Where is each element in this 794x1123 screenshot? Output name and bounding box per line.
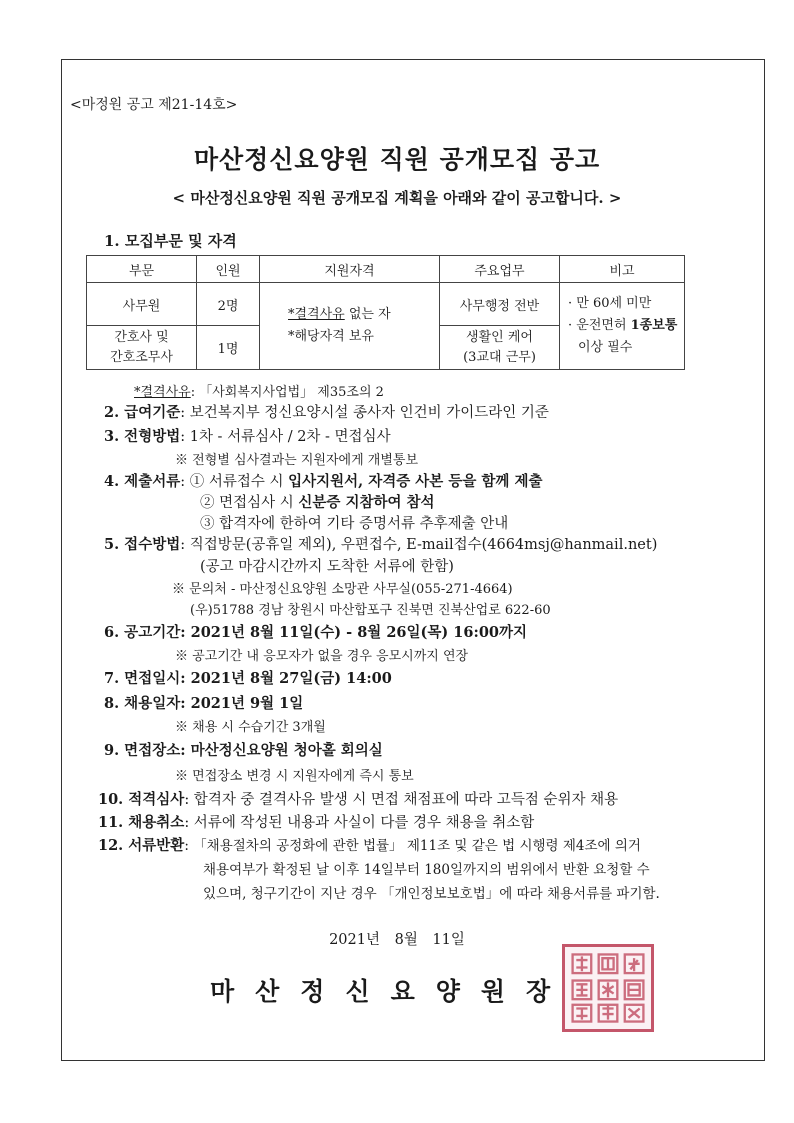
item-label: 5. 접수방법 [104, 536, 181, 553]
cell-duty [440, 326, 560, 370]
cell-dept: 사무원 [87, 283, 197, 326]
cell-qualification [260, 283, 440, 370]
note-age: · 만 60세 미만 [568, 296, 652, 311]
item-hire-date [104, 692, 303, 713]
cell-dept [87, 326, 197, 370]
item-text: : 1차 - 서류심사 / 2차 - 면접심사 [180, 429, 391, 445]
cell-count: 2명 [197, 283, 260, 326]
item-label: 6. 공고기간 [104, 624, 181, 641]
item-label: 11. 채용취소 [98, 814, 185, 831]
documents-line3: ③ 합격자에 한하여 기타 증명서류 추후제출 안내 [200, 516, 509, 532]
recruitment-table [86, 255, 685, 370]
return-line2: 채용여부가 확정된 날 이후 14일부터 180일까지의 범위에서 반환 요청할 수 [203, 862, 650, 878]
item-label: 9. 면접장소 [104, 742, 181, 759]
item-text: : 마산정신요양원 청아홀 회의실 [180, 742, 383, 759]
method-note: ※ 전형별 심사결과는 지원자에게 개별통보 [175, 453, 419, 468]
item-salary [104, 401, 549, 422]
dept-line1: 간호사 및 [114, 329, 169, 345]
documents-line1a: : ① 서류접수 시 [180, 474, 289, 490]
qualification-license: *해당자격 보유 [288, 329, 374, 344]
item-return [98, 834, 641, 855]
receipt-contact: ※ 문의처 - 마산정신요양원 소망관 사무실(055-271-4664) [172, 582, 513, 597]
organization-name: 마산정신요양원장 [210, 977, 572, 1006]
documents-line2a: ② 면접심사 시 [200, 495, 299, 511]
documents-line2b: 신분증 지참하여 참석 [298, 494, 435, 511]
item-period [104, 621, 527, 642]
note-required: 이상 필수 [578, 340, 633, 355]
page-subtitle: < 마산정신요양원 직원 공개모집 계획을 아래와 같이 공고합니다. > [172, 189, 622, 207]
section-recruitment-title: 1. 모집부문 및 자격 [104, 232, 237, 250]
header-note: 비고 [560, 256, 685, 283]
notice-number: <마정원 공고 제21-14호> [70, 97, 238, 113]
item-documents [104, 470, 542, 491]
table-row [87, 283, 685, 326]
item-label: 4. 제출서류 [104, 473, 181, 490]
item-text: : 직접방문(공휴일 제외), 우편접수, E-mail접수(4664msj@hanmail.net) [180, 537, 658, 553]
item-label: 7. 면접일시 [104, 670, 181, 687]
header-count: 인원 [197, 256, 260, 283]
item-label: 10. 적격심사 [98, 791, 185, 808]
item-text: : 서류에 작성된 내용과 사실이 다를 경우 채용을 취소함 [184, 815, 535, 831]
documents-line2 [200, 491, 435, 512]
dept-line2: 간호조무사 [110, 349, 173, 365]
receipt-address: (우)51788 경남 창원시 마산합포구 진북면 진북산업로 622-60 [190, 603, 551, 618]
item-label: 12. 서류반환 [98, 837, 185, 854]
header-qualification: 지원자격 [260, 256, 440, 283]
item-text: : 2021년 8월 27일(금) 14:00 [180, 670, 392, 687]
item-interview-place [104, 739, 383, 760]
item-text: : 2021년 9월 1일 [180, 695, 304, 712]
page-title: 마산정신요양원 직원 공개모집 공고 [193, 145, 601, 174]
return-line3: 있으며, 청구기간이 지난 경우 「개인정보보호법」에 따라 채용서류를 파기함. [203, 886, 660, 902]
item-review [98, 788, 618, 809]
receipt-line2: (공고 마감시간까지 도착한 서류에 한함) [200, 559, 454, 575]
item-label: 3. 전형방법 [104, 428, 181, 445]
note-license-a: · 운전면허 [568, 318, 631, 333]
item-text: : 2021년 8월 11일(수) - 8월 26일(목) 16:00까지 [180, 624, 528, 641]
item-interview-date [104, 667, 392, 688]
cell-duty: 사무행정 전반 [440, 283, 560, 326]
official-seal-icon [562, 944, 654, 1032]
return-line1: : 「채용절차의 공정화에 관한 법률」 제11조 및 같은 법 시행령 제4조에 의거 [184, 838, 641, 854]
seal-pattern [565, 947, 651, 1029]
header-duty: 주요업무 [440, 256, 560, 283]
footnote [134, 381, 384, 400]
item-text: : 보건복지부 정신요양시설 종사자 인건비 가이드라인 기준 [180, 405, 549, 421]
item-text: : 합격자 중 결격사유 발생 시 면접 채점표에 따라 고득점 순위자 채용 [184, 792, 619, 808]
duty-line2: (3교대 근무) [463, 349, 536, 365]
item-method [104, 425, 391, 446]
header-dept: 부문 [87, 256, 197, 283]
item-receipt [104, 533, 657, 554]
qualification-line1-rest: 없는 자 [344, 307, 391, 322]
table-header-row [87, 256, 685, 283]
cell-note [560, 283, 685, 370]
document-date: 2021년 8월 11일 [329, 932, 465, 948]
note-license-b: 1종보통 [630, 318, 678, 333]
hire-note: ※ 채용 시 수습기간 3개월 [175, 720, 326, 735]
item-cancel [98, 811, 534, 832]
qualification-disqualification: *결격사유 [288, 307, 345, 322]
footnote-text: : 「사회복지사업법」 제35조의 2 [190, 385, 384, 400]
item-label: 2. 급여기준 [104, 404, 181, 421]
duty-line1: 생활인 케어 [466, 329, 533, 345]
cell-count: 1명 [197, 326, 260, 370]
documents-line1b: 입사지원서, 자격증 사본 등을 함께 제출 [288, 473, 543, 490]
period-note: ※ 공고기간 내 응모자가 없을 경우 응모시까지 연장 [175, 649, 469, 664]
footnote-label: *결격사유 [134, 385, 191, 400]
place-note: ※ 면접장소 변경 시 지원자에게 즉시 통보 [175, 769, 414, 784]
item-label: 8. 채용일자 [104, 695, 181, 712]
